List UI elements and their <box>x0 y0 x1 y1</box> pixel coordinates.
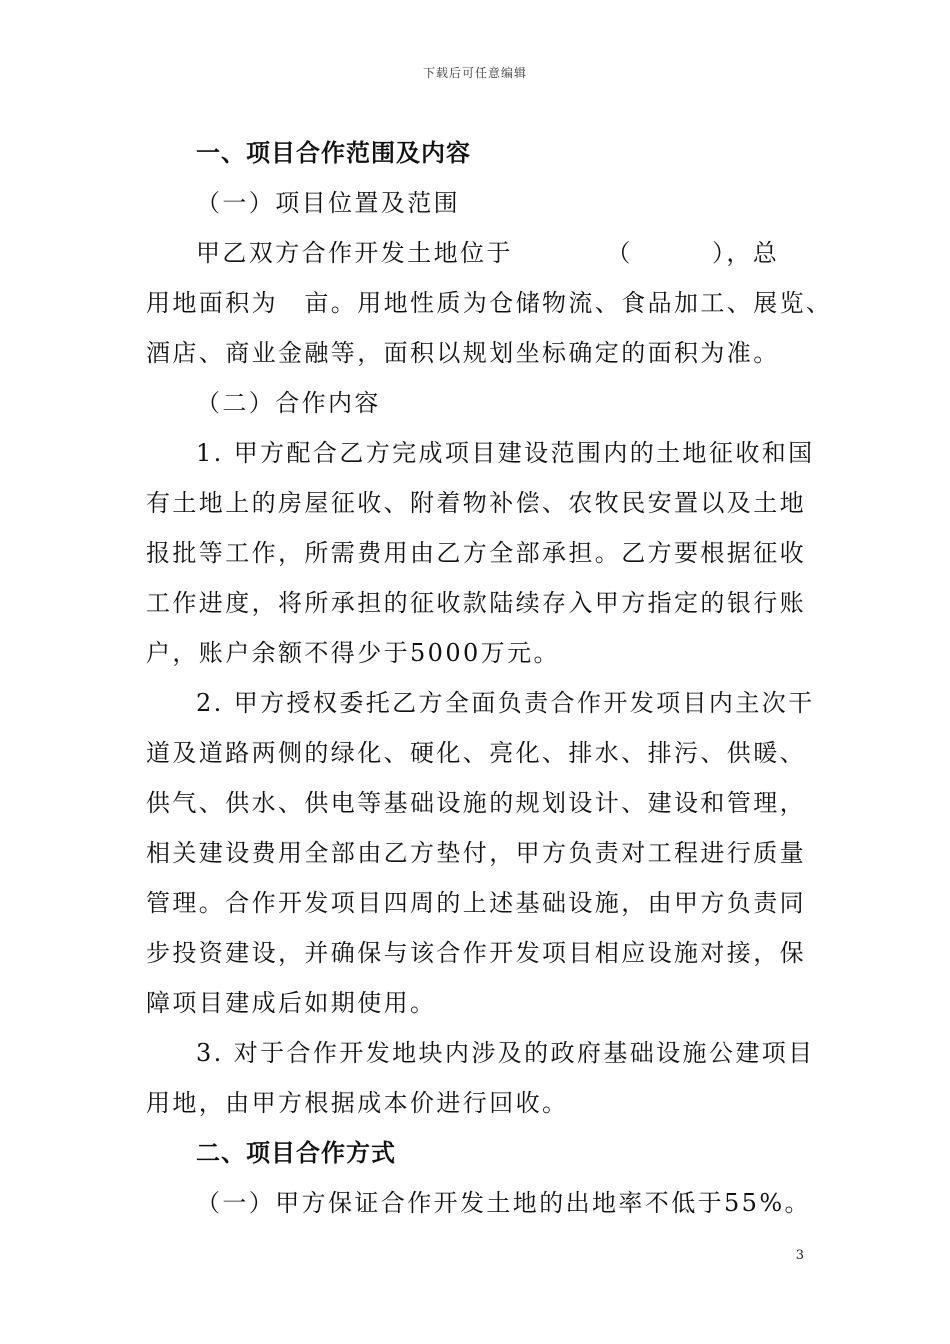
paragraph-line: 酒店、商业金融等，面积以规划坐标确定的面积为准。 <box>146 339 780 367</box>
paragraph-line: 步投资建设，并确保与该合作开发项目相应设施对接，保 <box>146 939 806 967</box>
section-heading: 二、项目合作方式 <box>196 1139 396 1167</box>
paragraph-line: 1. 甲方配合乙方完成项目建设范围内的土地征收和国 <box>196 439 815 467</box>
paragraph-line: 管理。合作开发项目四周的上述基础设施，由甲方负责同 <box>146 889 806 917</box>
paragraph-line: 有土地上的房屋征收、附着物补偿、农牧民安置以及土地 <box>146 489 806 517</box>
paragraph-line: 用地，由甲方根据成本价进行回收。 <box>146 1089 569 1117</box>
paragraph-line: 工作进度，将所承担的征收款陆续存入甲方指定的银行账 <box>146 589 806 617</box>
page-header: 下载后可任意编辑 <box>422 66 527 80</box>
subsection-heading: （二）合作内容 <box>196 389 381 417</box>
paragraph-line: 甲乙双方合作开发土地位于 （ ），总 <box>196 239 780 267</box>
document-body <box>146 128 836 1228</box>
paragraph-line: 户，账户余额不得少于5000万元。 <box>146 639 560 667</box>
paragraph-line: 3. 对于合作开发地块内涉及的政府基础设施公建项目 <box>196 1039 815 1067</box>
paragraph-line: 供气、供水、供电等基础设施的规划设计、建设和管理， <box>146 789 806 817</box>
paragraph-line: 相关建设费用全部由乙方垫付，甲方负责对工程进行质量 <box>146 839 806 867</box>
paragraph-line: 用地面积为 亩。用地性质为仓储物流、食品加工、展览、 <box>146 289 833 317</box>
paragraph-line: 道及道路两侧的绿化、硬化、亮化、排水、排污、供暖、 <box>146 739 806 767</box>
section-heading: 一、项目合作范围及内容 <box>196 139 471 167</box>
paragraph-line: 障项目建成后如期使用。 <box>146 989 437 1017</box>
page-number: 3 <box>795 1248 804 1263</box>
paragraph-line: 2. 甲方授权委托乙方全面负责合作开发项目内主次干 <box>196 689 815 717</box>
paragraph-line: （一）甲方保证合作开发土地的出地率不低于55%。 <box>196 1189 811 1217</box>
paragraph-line: 报批等工作，所需费用由乙方全部承担。乙方要根据征收 <box>146 539 806 567</box>
subsection-heading: （一）项目位置及范围 <box>196 189 460 217</box>
